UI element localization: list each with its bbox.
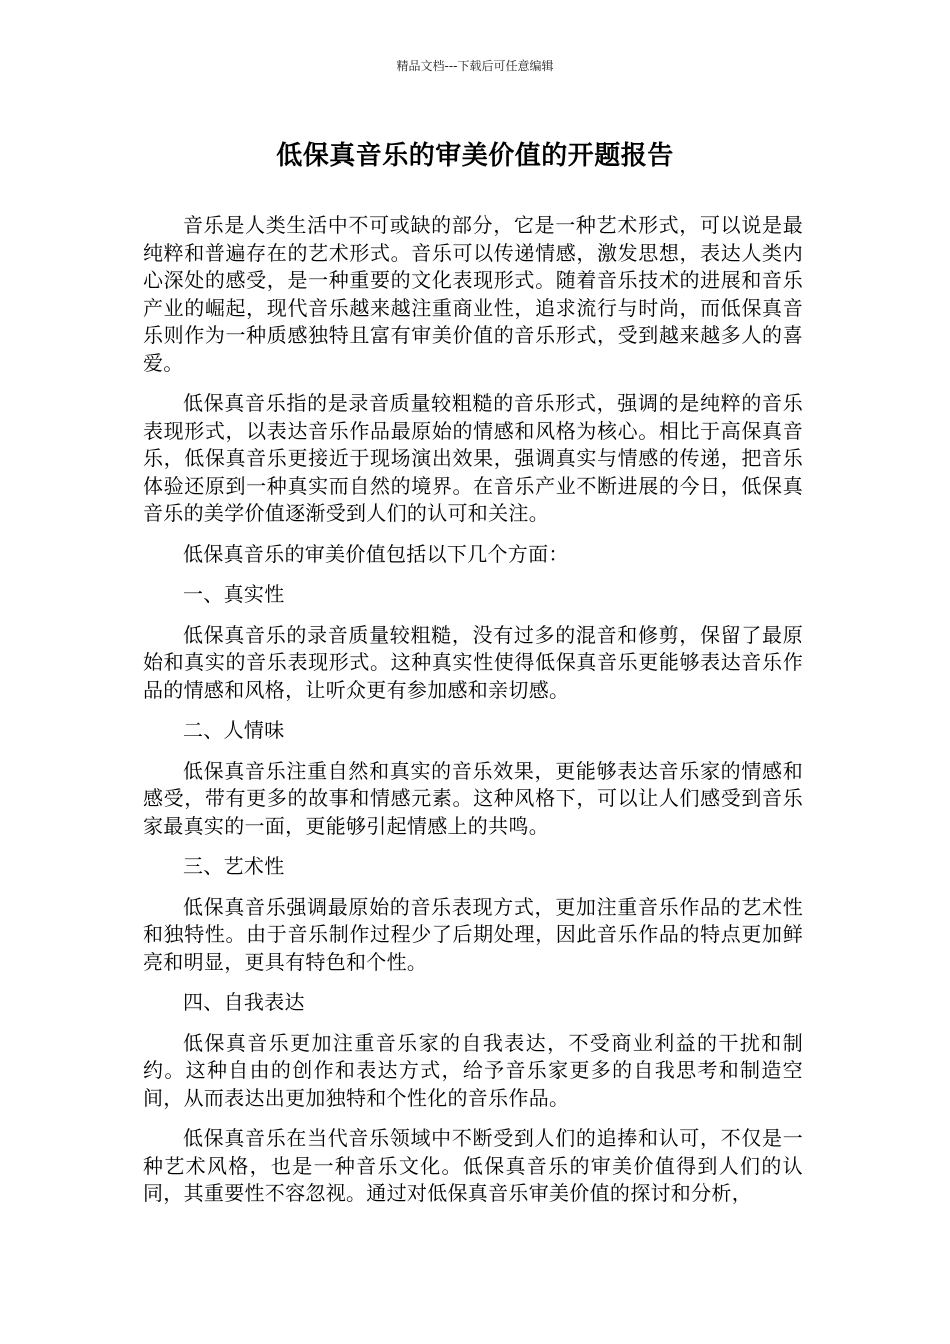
paragraph-authenticity: 低保真音乐的录音质量较粗糙，没有过多的混音和修剪，保留了最原始和真实的音乐表现形式。这种真实性使得低保真音乐更能够表达音乐作品的情感和风格，让听众更有参加感和亲切感。 <box>143 622 803 702</box>
paragraph-conclusion: 低保真音乐在当代音乐领域中不断受到人们的追捧和认可，不仅是一种艺术风格，也是一种音乐文化。低保真音乐的审美价值得到人们的认同，其重要性不容忽视。通过对低保真音乐审美价值的探讨和分析， <box>143 1126 803 1205</box>
paragraph-self-expression: 低保真音乐更加注重音乐家的自我表达，不受商业利益的干扰和制约。这种自由的创作和表达方式，给予音乐家更多的自我思考和制造空间，从而表达出更加独特和个性化的音乐作品。 <box>143 1030 803 1110</box>
paragraph-artistry: 低保真音乐强调最原始的音乐表现方式，更加注重音乐作品的艺术性和独特性。由于音乐制作过程少了后期处理，因此音乐作品的特点更加鲜亮和明显，更具有特色和个性。 <box>143 894 803 974</box>
header-note: 精品文档---下载后可任意编辑 <box>396 59 554 73</box>
section-heading-artistry: 三、艺术性 <box>183 854 285 878</box>
section-heading-self-expression: 四、自我表达 <box>183 990 305 1014</box>
paragraph-human-touch: 低保真音乐注重自然和真实的音乐效果，更能够表达音乐家的情感和感受，带有更多的故事和情感元素。这种风格下，可以让人们感受到音乐家最真实的一面，更能够引起情感上的共鸣。 <box>143 758 803 838</box>
section-heading-human-touch: 二、人情味 <box>183 718 285 742</box>
document-title: 低保真音乐的审美价值的开题报告 <box>276 141 674 171</box>
paragraph-definition: 低保真音乐指的是录音质量较粗糙的音乐形式，强调的是纯粹的音乐表现形式，以表达音乐作品最原始的情感和风格为核心。相比于高保真音乐，低保真音乐更接近于现场演出效果，强调真实与情感的传递，把音乐体验还原到一种真实而自然的境界。在音乐产业不断进展的今日，低保真音乐的美学价值逐渐受到人们的认可和关注。 <box>143 391 803 525</box>
document-body <box>143 212 803 1221</box>
paragraph-aspects-intro: 低保真音乐的审美价值包括以下几个方面： <box>183 541 569 566</box>
paragraph-intro: 音乐是人类生活中不可或缺的部分，它是一种艺术形式，可以说是最纯粹和普遍存在的艺术形式。音乐可以传递情感，激发思想，表达人类内心深处的感受，是一种重要的文化表现形式。随着音乐技术的进展和音乐产业的崛起，现代音乐越来越注重商业性，追求流行与时尚，而低保真音乐则作为一种质感独特且富有审美价值的音乐形式，受到越来越多人的喜爱。 <box>143 213 803 375</box>
section-heading-authenticity: 一、真实性 <box>183 582 285 606</box>
